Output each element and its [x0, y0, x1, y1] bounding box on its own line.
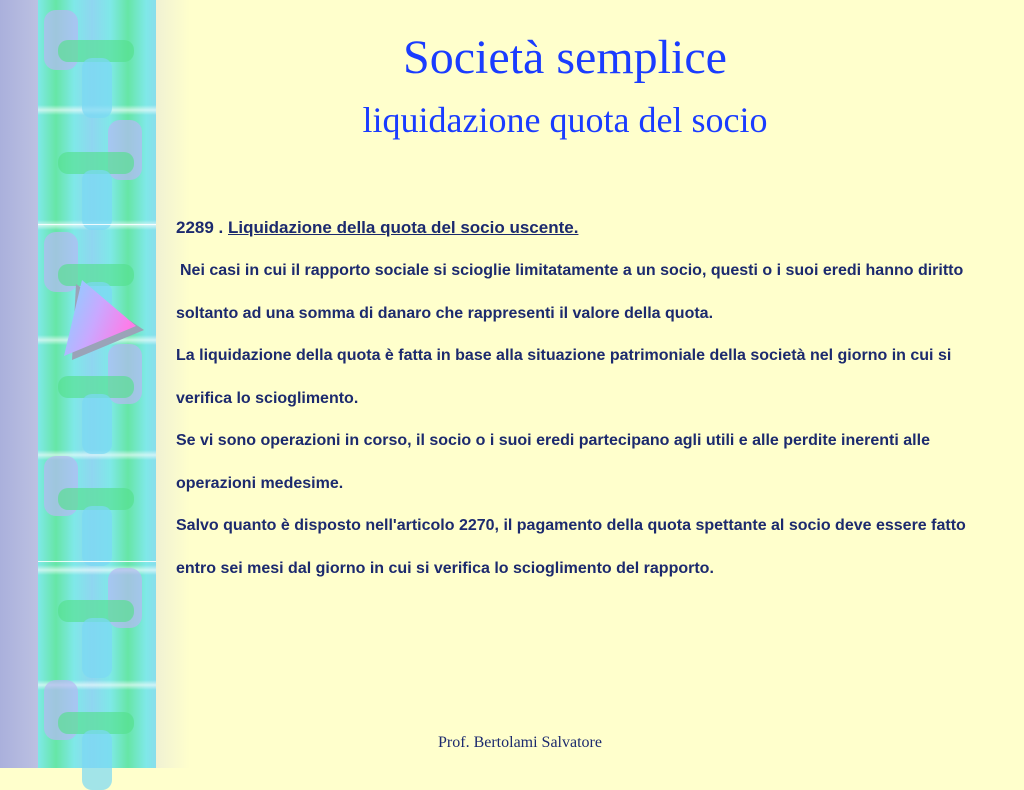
article-title: Liquidazione della quota del socio uscente. [228, 218, 579, 237]
article-number: 2289 . [176, 218, 224, 237]
paragraph: Salvo quanto è disposto nell'articolo 2270, il pagamento della quota spettante al socio deve essere fatto entro sei mesi dal giorno in cui si verifica lo scioglimento del rapporto. [176, 517, 966, 577]
strip-divider [38, 224, 156, 225]
play-triangle-icon[interactable] [62, 280, 146, 370]
article-content [176, 214, 996, 590]
decorative-pattern-strip [38, 0, 156, 768]
strip-divider [38, 561, 156, 562]
slide-subtitle: liquidazione quota del socio [362, 100, 768, 140]
paragraph: Nei casi in cui il rapporto sociale si scioglie limitatamente a un socio, questi o i suoi eredi hanno diritto soltanto ad una somma di danaro che rappresenti il valore della quota. [176, 262, 964, 322]
author-footer: Prof. Bertolami Salvatore [438, 734, 602, 751]
slide-title: Società semplice [403, 31, 727, 84]
article-heading [176, 214, 996, 242]
paragraph: La liquidazione della quota è fatta in base alla situazione patrimoniale della società nel giorno in cui si verifica lo scioglimento. [176, 347, 952, 407]
paragraph: Se vi sono operazioni in corso, il socio o i suoi eredi partecipano agli utili e alle perdite inerenti alle operazioni medesime. [176, 432, 930, 492]
